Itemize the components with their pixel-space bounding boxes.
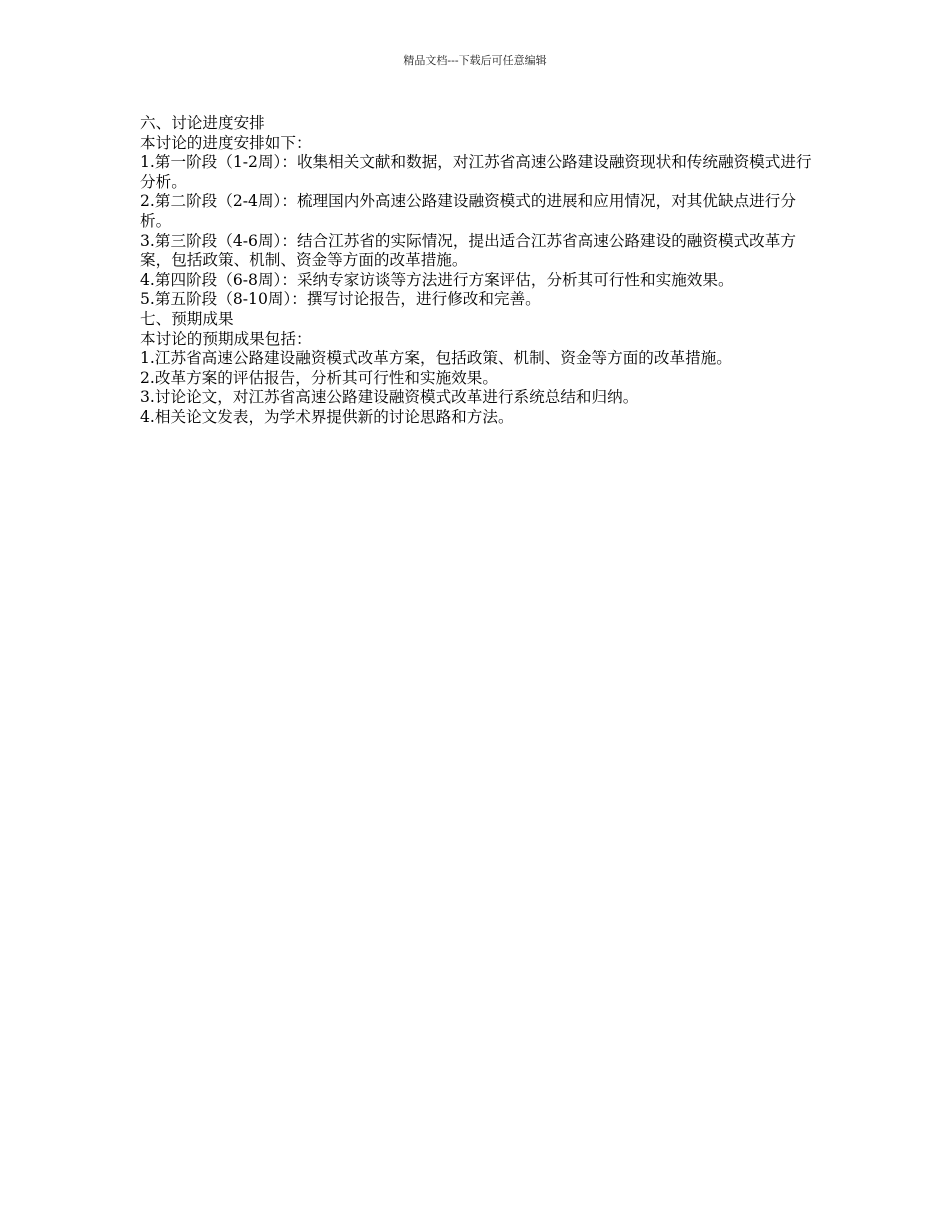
section-heading-schedule: 六、讨论进度安排: [140, 114, 265, 132]
schedule-item-3: 3.第三阶段（4-6周）：结合江苏省的实际情况，提出适合江苏省高速公路建设的融资模式改革方案，包括政策、机制、资金等方面的改革措施。: [140, 231, 796, 270]
section-intro-outcomes: 本讨论的预期成果包括：: [140, 329, 312, 348]
schedule-item-4: 4.第四阶段（6-8周）：采纳专家访谈等方法进行方案评估，分析其可行性和实施效果。: [140, 270, 734, 289]
outcome-item-1: 1.江苏省高速公路建设融资模式改革方案，包括政策、机制、资金等方面的改革措施。: [140, 349, 732, 368]
document-body: [140, 114, 812, 428]
schedule-item-5: 5.第五阶段（8-10周）：撰写讨论报告，进行修改和完善。: [140, 290, 541, 309]
schedule-item-2: 2.第二阶段（2-4周）：梳理国内外高速公路建设融资模式的进展和应用情况，对其优缺点进行分析。: [140, 192, 796, 230]
section-intro-schedule: 本讨论的进度安排如下：: [140, 133, 312, 152]
outcome-item-4: 4.相关论文发表，为学术界提供新的讨论思路和方法。: [140, 407, 514, 426]
outcome-item-2: 2.改革方案的评估报告，分析其可行性和实施效果。: [140, 368, 498, 387]
outcome-item-3: 3.讨论论文，对江苏省高速公路建设融资模式改革进行系统总结和归纳。: [140, 388, 639, 407]
page-header: 精品文档---下载后可任意编辑: [403, 54, 547, 67]
section-heading-outcomes: 七、预期成果: [140, 309, 234, 328]
schedule-item-1: 1.第一阶段（1-2周）：收集相关文献和数据，对江苏省高速公路建设融资现状和传统融资模式进行分析。: [140, 153, 812, 191]
